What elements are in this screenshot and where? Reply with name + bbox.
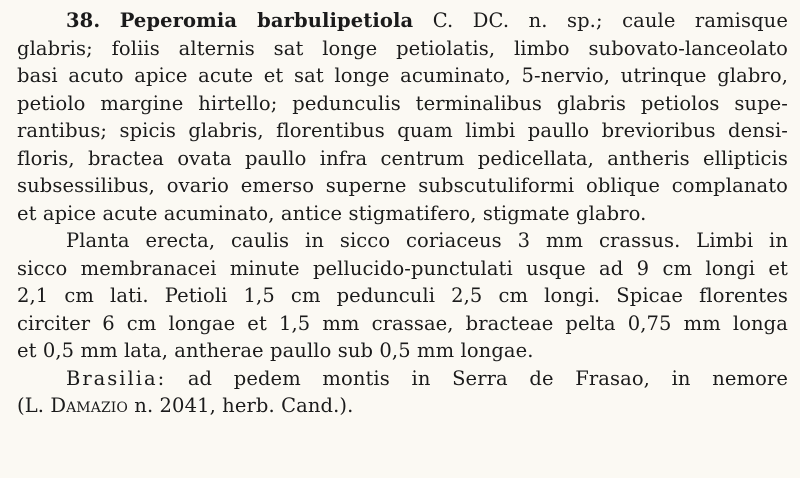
measurement-line: et 0,5 mm lata, antherae paullo sub 0,5 mm longae. — [17, 339, 534, 362]
description-line: basi acuto apice acute et sat longe acuminato, 5-nervio, utrinque glabro, — [17, 64, 788, 87]
description-line: petiolo margine hirtello; pedunculis terminalibus glabris petiolos supe- — [17, 91, 788, 115]
description-line: glabris; foliis alternis sat longe petiolatis, limbo subovato-lanceolato — [17, 36, 788, 60]
description-line: caule ramisque — [622, 9, 788, 32]
collector-suffix: n. 2041, herb. Cand.). — [128, 394, 354, 417]
measurement-line: 2,1 cm lati. Petioli 1,5 cm pedunculi 2,5 cm longi. Spicae florentes — [17, 284, 788, 307]
measurement-line: Planta erecta, caulis in sicco coriaceus 3 mm crassus. Limbi in — [66, 229, 788, 252]
collector-prefix: (L. — [17, 394, 51, 417]
species-name: Peperomia barbulipetiola — [119, 9, 414, 32]
measurement-line: circiter 6 cm longae et 1,5 mm crassae, bracteae pelta 0,75 mm longa — [17, 311, 788, 335]
collector-name: Damazio — [50, 394, 128, 417]
description-line: et apice acute acuminato, antice stigmatifero, stigmate glabro. — [17, 201, 647, 225]
locality-country: Brasilia: — [66, 366, 167, 390]
locality-text: ad pedem montis in Serra de Frasao, in nemore — [187, 366, 788, 390]
species-heading-line — [17, 7, 788, 35]
species-authority: C. DC. n. sp.; — [432, 9, 603, 32]
measurement-line: sicco membranacei minute pellucido-punctulati usque ad 9 cm longi et — [17, 256, 788, 280]
locality-line — [17, 365, 788, 393]
description-line: subsessilibus, ovario emerso superne subscutuliformi oblique complanato — [17, 174, 788, 197]
species-number: 38. — [66, 9, 101, 32]
collector-line — [17, 392, 788, 420]
description-line: floris, bractea ovata paullo infra centrum pedicellata, antheris ellipticis — [17, 146, 788, 170]
document-page — [17, 7, 788, 420]
description-line: rantibus; spicis glabris, florentibus quam limbi paullo brevioribus densi- — [17, 119, 788, 142]
